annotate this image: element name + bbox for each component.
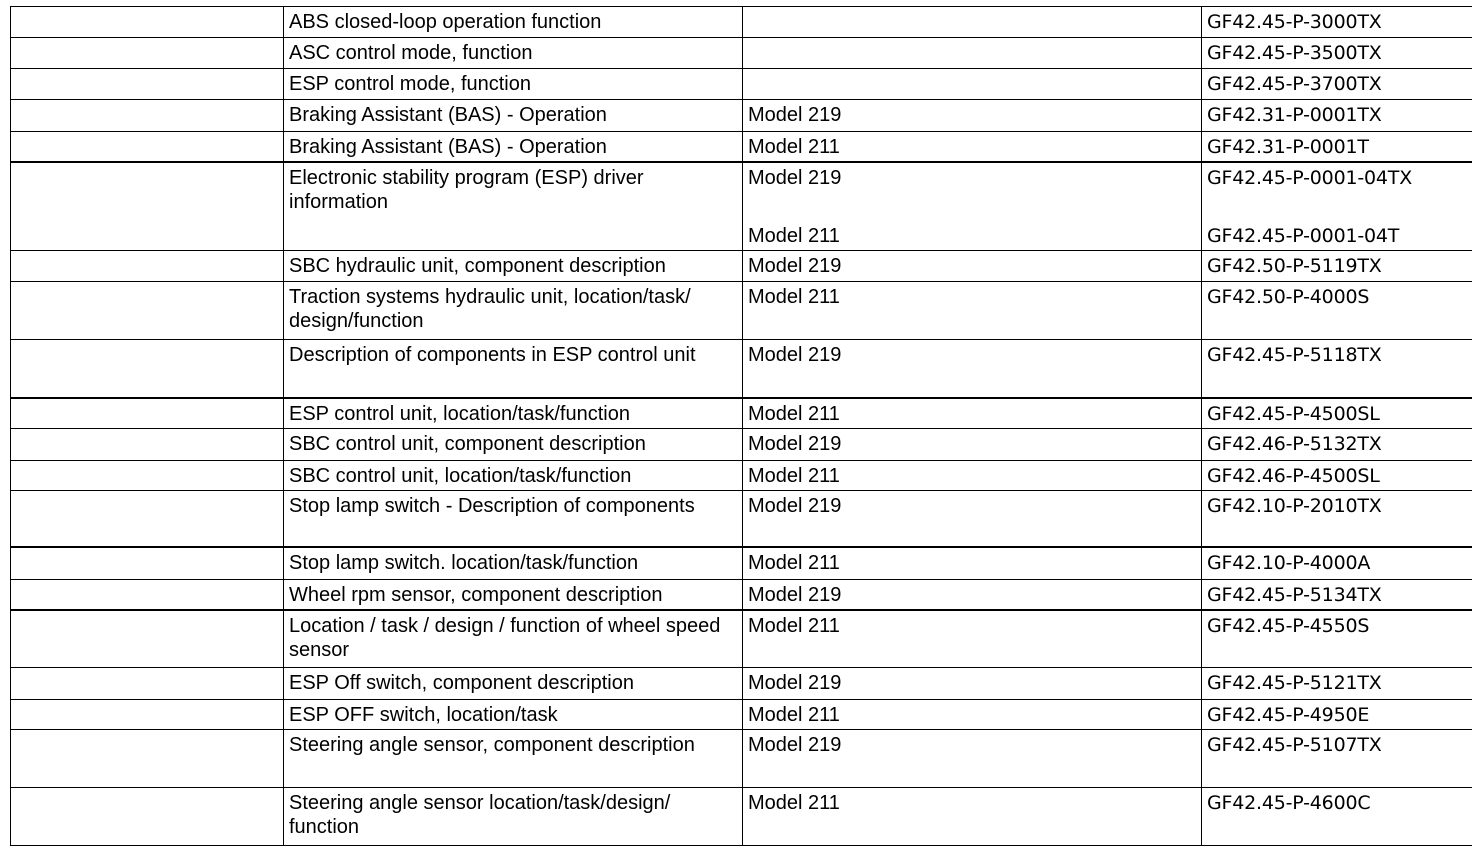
document-ref-cell: GF42.50-P-4000S [1202, 282, 1472, 340]
document-ref-cell: GF42.31-P-0001TX [1202, 100, 1472, 132]
description-cell: SBC control unit, component description [284, 429, 743, 461]
description-cell: Wheel rpm sensor, component description [284, 580, 743, 611]
reference-table [10, 6, 1472, 846]
document-ref-line: GF42.45-P-0001-04T [1207, 225, 1400, 247]
document-ref-cell: GF42.50-P-5119TX [1202, 251, 1472, 282]
blank-cell [11, 787, 284, 845]
blank-cell [11, 429, 284, 461]
blank-cell [11, 547, 284, 580]
document-ref-cell: GF42.45-P-5118TX [1202, 340, 1472, 398]
model-cell: Model 219 [743, 491, 1202, 547]
table-row [11, 100, 1472, 132]
blank-cell [11, 667, 284, 699]
blank-cell [11, 610, 284, 667]
description-cell: Stop lamp switch. location/task/function [284, 547, 743, 580]
description-cell: ESP control unit, location/task/function [284, 398, 743, 429]
table-row [11, 699, 1472, 729]
table-row [11, 610, 1472, 667]
document-ref-cell: GF42.45-P-3000TX [1202, 7, 1472, 38]
document-ref-cell: GF42.45-P-4950E [1202, 699, 1472, 729]
document-ref-cell: GF42.45-P-3500TX [1202, 38, 1472, 69]
table-row [11, 251, 1472, 282]
model-cell: Model 219 [743, 429, 1202, 461]
blank-cell [11, 729, 284, 787]
blank-cell [11, 699, 284, 729]
blank-cell [11, 69, 284, 100]
document-ref-cell: GF42.10-P-4000A [1202, 547, 1472, 580]
document-ref-cell: GF42.45-P-5121TX [1202, 667, 1472, 699]
model-cell: Model 219 [743, 340, 1202, 398]
model-cell: Model 219 [743, 729, 1202, 787]
description-cell: SBC hydraulic unit, component description [284, 251, 743, 282]
document-ref-cell: GF42.45-P-5107TX [1202, 729, 1472, 787]
model-cell: Model 211 [743, 461, 1202, 491]
document-ref-cell: GF42.45-P-3700TX [1202, 69, 1472, 100]
table-row [11, 491, 1472, 547]
model-cell: Model 219 [743, 580, 1202, 611]
blank-cell [11, 398, 284, 429]
description-cell: ESP Off switch, component description [284, 667, 743, 699]
model-cell [743, 162, 1202, 251]
document-ref-cell: GF42.45-P-4500SL [1202, 398, 1472, 429]
table-row [11, 729, 1472, 787]
blank-cell [11, 132, 284, 163]
description-cell: ABS closed-loop operation function [284, 7, 743, 38]
model-cell: Model 219 [743, 100, 1202, 132]
table-row [11, 38, 1472, 69]
document-ref-line: GF42.45-P-0001-04TX [1207, 167, 1413, 189]
document-ref-cell: GF42.31-P-0001T [1202, 132, 1472, 163]
table-row [11, 69, 1472, 100]
document-ref-cell [1202, 162, 1472, 251]
table-row [11, 162, 1472, 251]
model-cell: Model 211 [743, 547, 1202, 580]
blank-cell [11, 100, 284, 132]
model-cell [743, 7, 1202, 38]
table-row [11, 547, 1472, 580]
description-cell: Traction systems hydraulic unit, location/task/ design/function [284, 282, 743, 340]
table-row [11, 398, 1472, 429]
blank-cell [11, 38, 284, 69]
document-ref-cell: GF42.45-P-4550S [1202, 610, 1472, 667]
model-line: Model 219 [748, 167, 842, 189]
model-cell: Model 211 [743, 610, 1202, 667]
description-cell: Description of components in ESP control unit [284, 340, 743, 398]
blank-cell [11, 282, 284, 340]
table-row [11, 429, 1472, 461]
table-row [11, 7, 1472, 38]
model-cell [743, 38, 1202, 69]
model-cell: Model 219 [743, 251, 1202, 282]
document-ref-cell: GF42.10-P-2010TX [1202, 491, 1472, 547]
document-ref-cell: GF42.45-P-4600C [1202, 787, 1472, 845]
model-cell [743, 69, 1202, 100]
description-cell: Stop lamp switch - Description of components [284, 491, 743, 547]
document-ref-cell: GF42.45-P-5134TX [1202, 580, 1472, 611]
model-cell: Model 211 [743, 282, 1202, 340]
document-ref-cell: GF42.46-P-4500SL [1202, 461, 1472, 491]
description-cell: Braking Assistant (BAS) - Operation [284, 100, 743, 132]
blank-cell [11, 491, 284, 547]
blank-cell [11, 7, 284, 38]
blank-cell [11, 162, 284, 251]
model-cell: Model 211 [743, 398, 1202, 429]
model-cell: Model 219 [743, 667, 1202, 699]
blank-cell [11, 251, 284, 282]
document-ref-cell: GF42.46-P-5132TX [1202, 429, 1472, 461]
description-cell: Electronic stability program (ESP) driver information [284, 162, 743, 251]
table-row [11, 667, 1472, 699]
description-cell: Braking Assistant (BAS) - Operation [284, 132, 743, 163]
blank-cell [11, 461, 284, 491]
description-cell: ASC control mode, function [284, 38, 743, 69]
description-cell: SBC control unit, location/task/function [284, 461, 743, 491]
description-cell: ESP OFF switch, location/task [284, 699, 743, 729]
model-cell: Model 211 [743, 699, 1202, 729]
model-cell: Model 211 [743, 787, 1202, 845]
description-cell: Steering angle sensor, component description [284, 729, 743, 787]
blank-cell [11, 580, 284, 611]
model-line: Model 211 [748, 225, 840, 247]
model-cell: Model 211 [743, 132, 1202, 163]
blank-cell [11, 340, 284, 398]
table-row [11, 340, 1472, 398]
table-row [11, 282, 1472, 340]
description-cell: ESP control mode, function [284, 69, 743, 100]
description-cell: Steering angle sensor location/task/design/ function [284, 787, 743, 845]
table-row [11, 787, 1472, 845]
description-cell: Location / task / design / function of wheel speed sensor [284, 610, 743, 667]
table-row [11, 580, 1472, 611]
table-row [11, 461, 1472, 491]
table-row [11, 132, 1472, 163]
